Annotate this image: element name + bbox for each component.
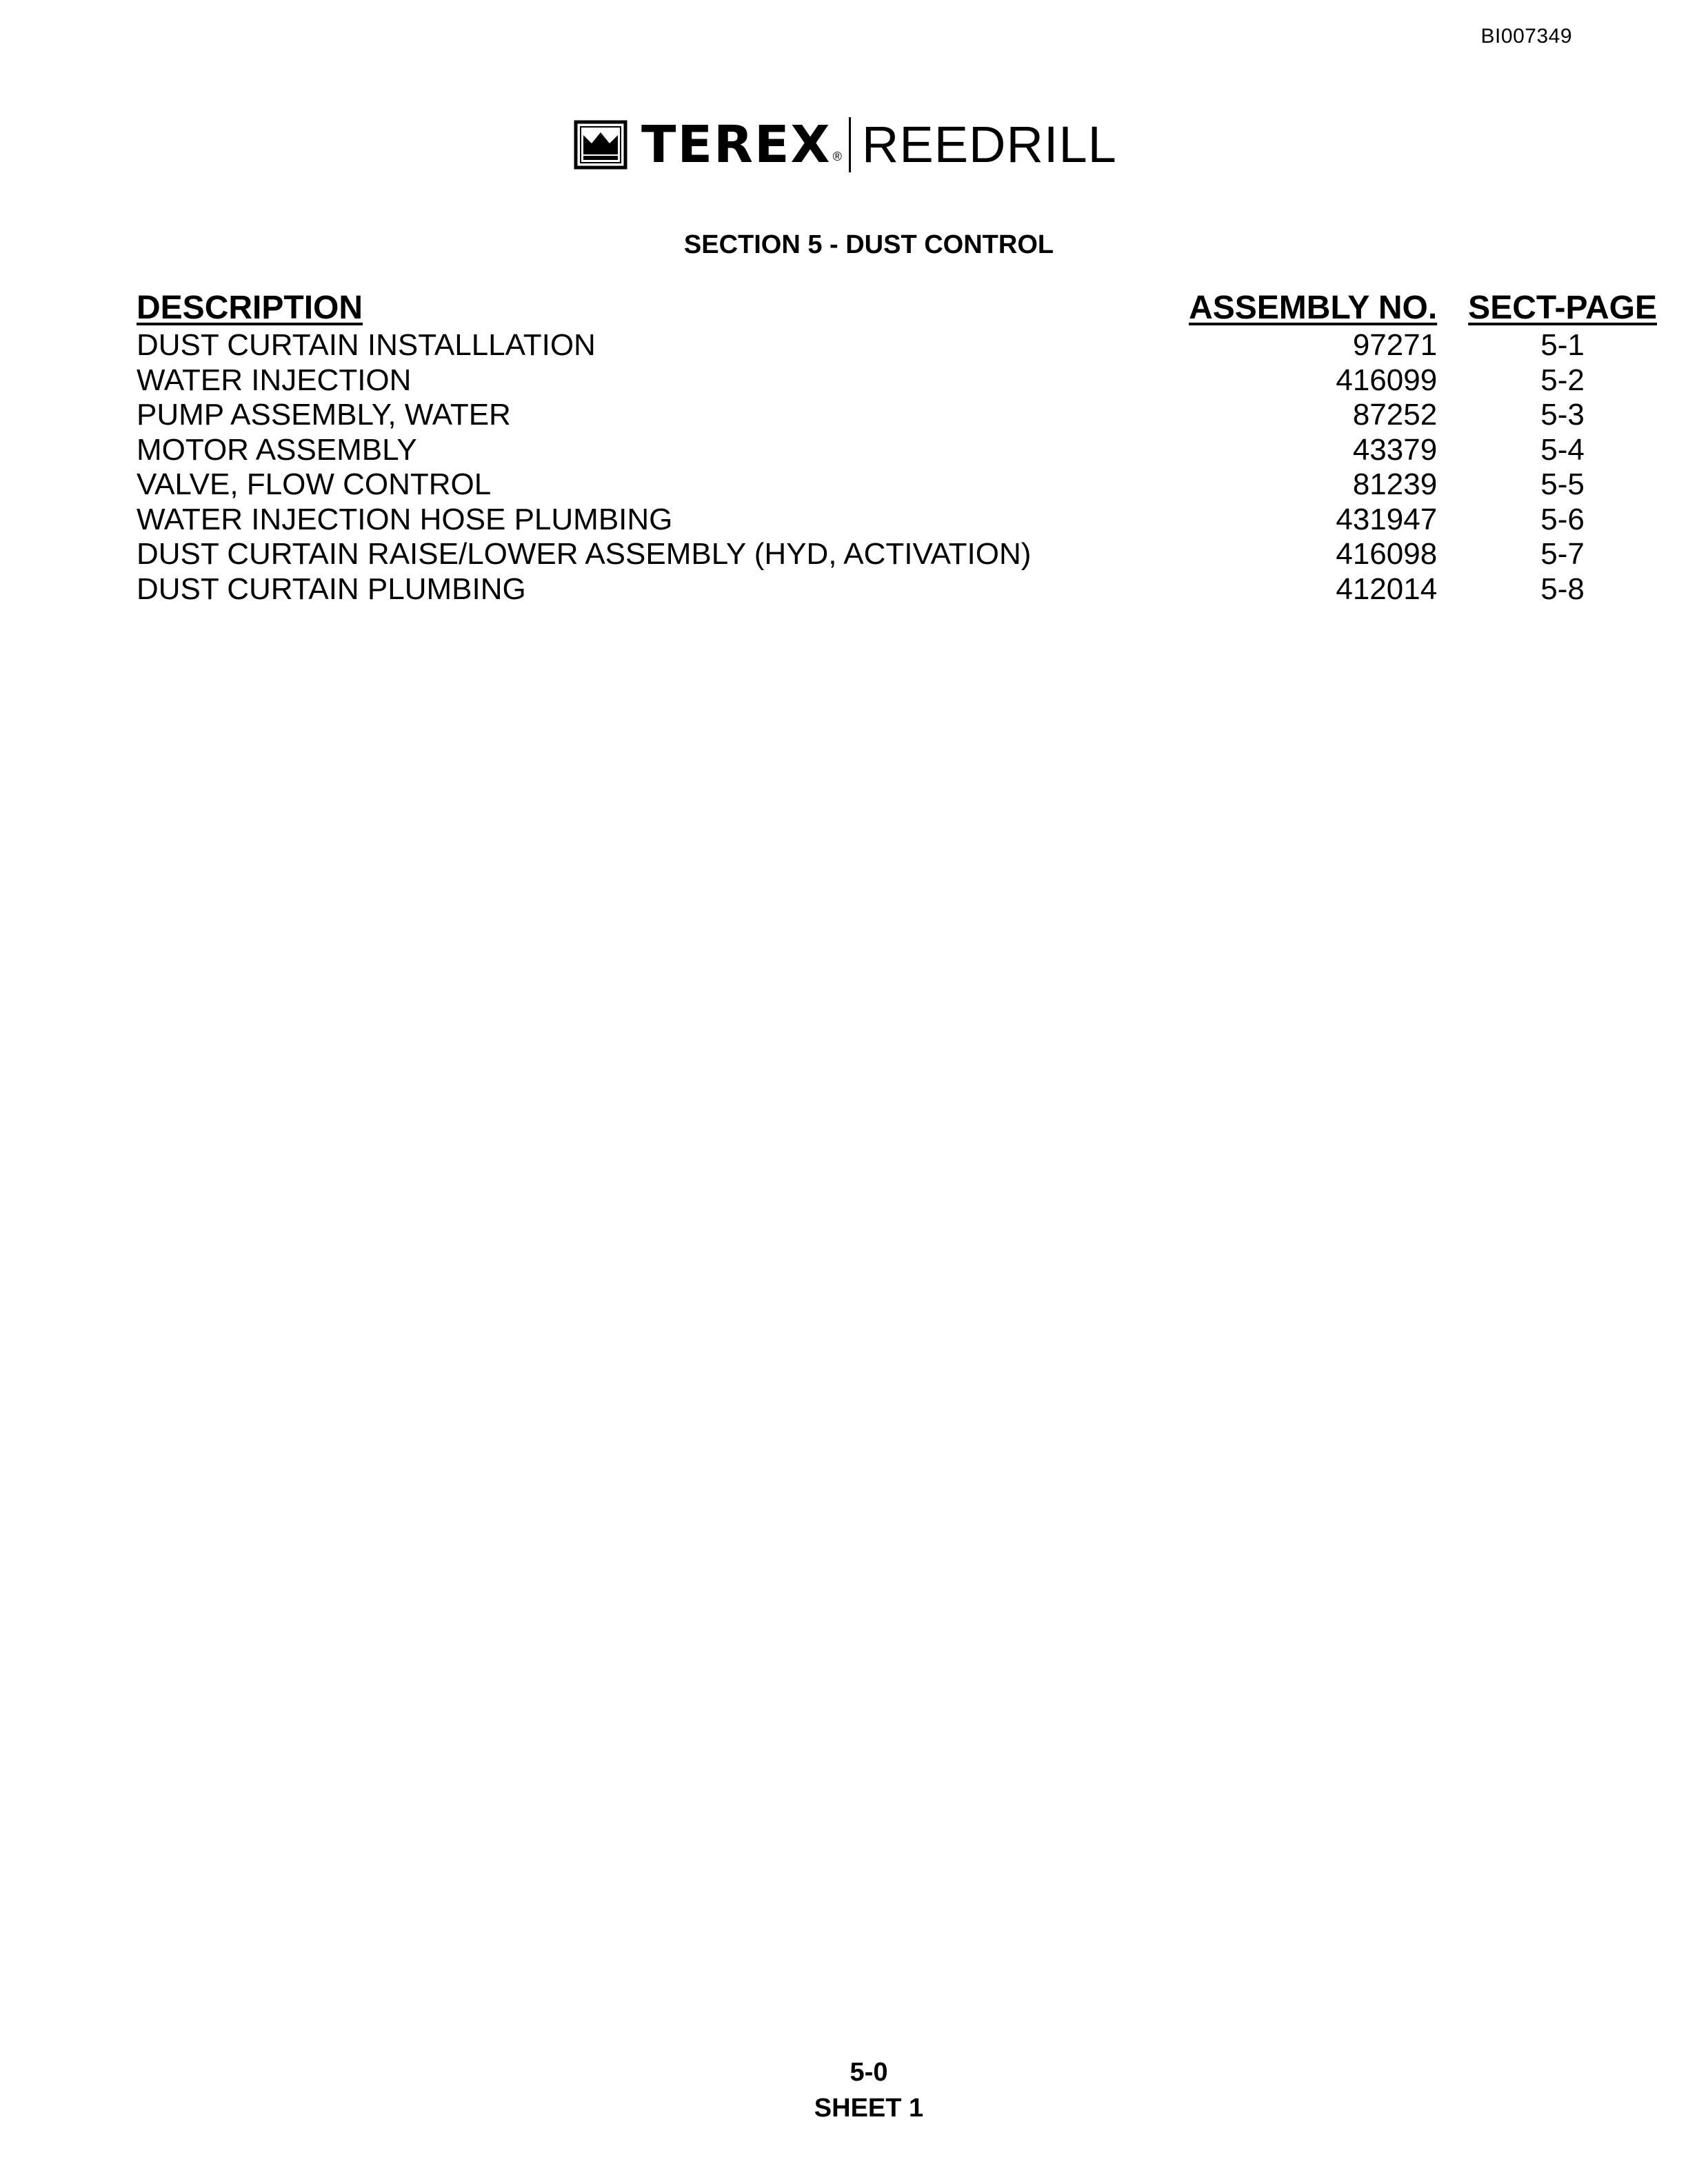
contents-table <box>137 288 1688 607</box>
table-row <box>137 328 1688 363</box>
header-assembly-no: ASSEMBLY NO. <box>1189 290 1438 326</box>
row-description: WATER INJECTION HOSE PLUMBING <box>137 502 673 536</box>
row-sect-page: 5-2 <box>1540 363 1585 397</box>
row-assembly-no: 416099 <box>1336 363 1438 397</box>
table-row <box>137 572 1688 607</box>
table-row <box>137 363 1688 398</box>
row-sect-page: 5-5 <box>1540 467 1585 501</box>
table-row <box>137 537 1688 572</box>
row-assembly-no: 416098 <box>1336 537 1438 571</box>
row-assembly-no: 97271 <box>1352 328 1438 362</box>
row-description: PUMP ASSEMBLY, WATER <box>137 398 511 432</box>
row-sect-page: 5-6 <box>1540 502 1585 536</box>
terex-crown-logo-icon <box>574 120 627 170</box>
header-sect-page: SECT-PAGE <box>1468 290 1657 326</box>
row-sect-page: 5-8 <box>1540 572 1585 606</box>
row-description: WATER INJECTION <box>137 363 412 397</box>
row-assembly-no: 87252 <box>1352 398 1438 432</box>
row-description: DUST CURTAIN RAISE/LOWER ASSEMBLY (HYD, ACTIVATION) <box>137 537 1032 571</box>
row-sect-page: 5-1 <box>1540 328 1585 362</box>
document-id: BI007349 <box>1480 25 1572 48</box>
row-description: VALVE, FLOW CONTROL <box>137 467 492 501</box>
sheet-number: SHEET 1 <box>814 2094 924 2123</box>
section-title: SECTION 5 - DUST CONTROL <box>683 230 1054 259</box>
row-assembly-no: 43379 <box>1352 432 1438 467</box>
row-description: DUST CURTAIN PLUMBING <box>137 572 526 606</box>
table-row <box>137 433 1688 468</box>
page-number: 5-0 <box>850 2058 888 2087</box>
logo-brand-text: TEREX <box>641 115 832 174</box>
logo-product-line: REEDRILL <box>861 116 1117 173</box>
row-assembly-no: 431947 <box>1336 502 1438 536</box>
row-sect-page: 5-3 <box>1540 398 1585 432</box>
table-row <box>137 467 1688 503</box>
row-description: MOTOR ASSEMBLY <box>137 432 417 467</box>
table-row <box>137 503 1688 538</box>
terex-reedrill-logo <box>574 116 1117 174</box>
table-header-row <box>137 288 1688 328</box>
row-sect-page: 5-7 <box>1540 537 1585 571</box>
table-row <box>137 398 1688 433</box>
row-description: DUST CURTAIN INSTALLLATION <box>137 328 596 362</box>
row-assembly-no: 81239 <box>1352 467 1438 501</box>
row-sect-page: 5-4 <box>1540 432 1585 467</box>
page-footer <box>0 2054 1688 2126</box>
row-assembly-no: 412014 <box>1336 572 1438 606</box>
header-description: DESCRIPTION <box>137 290 363 326</box>
logo-divider <box>849 117 851 172</box>
registered-mark: ® <box>832 150 842 163</box>
